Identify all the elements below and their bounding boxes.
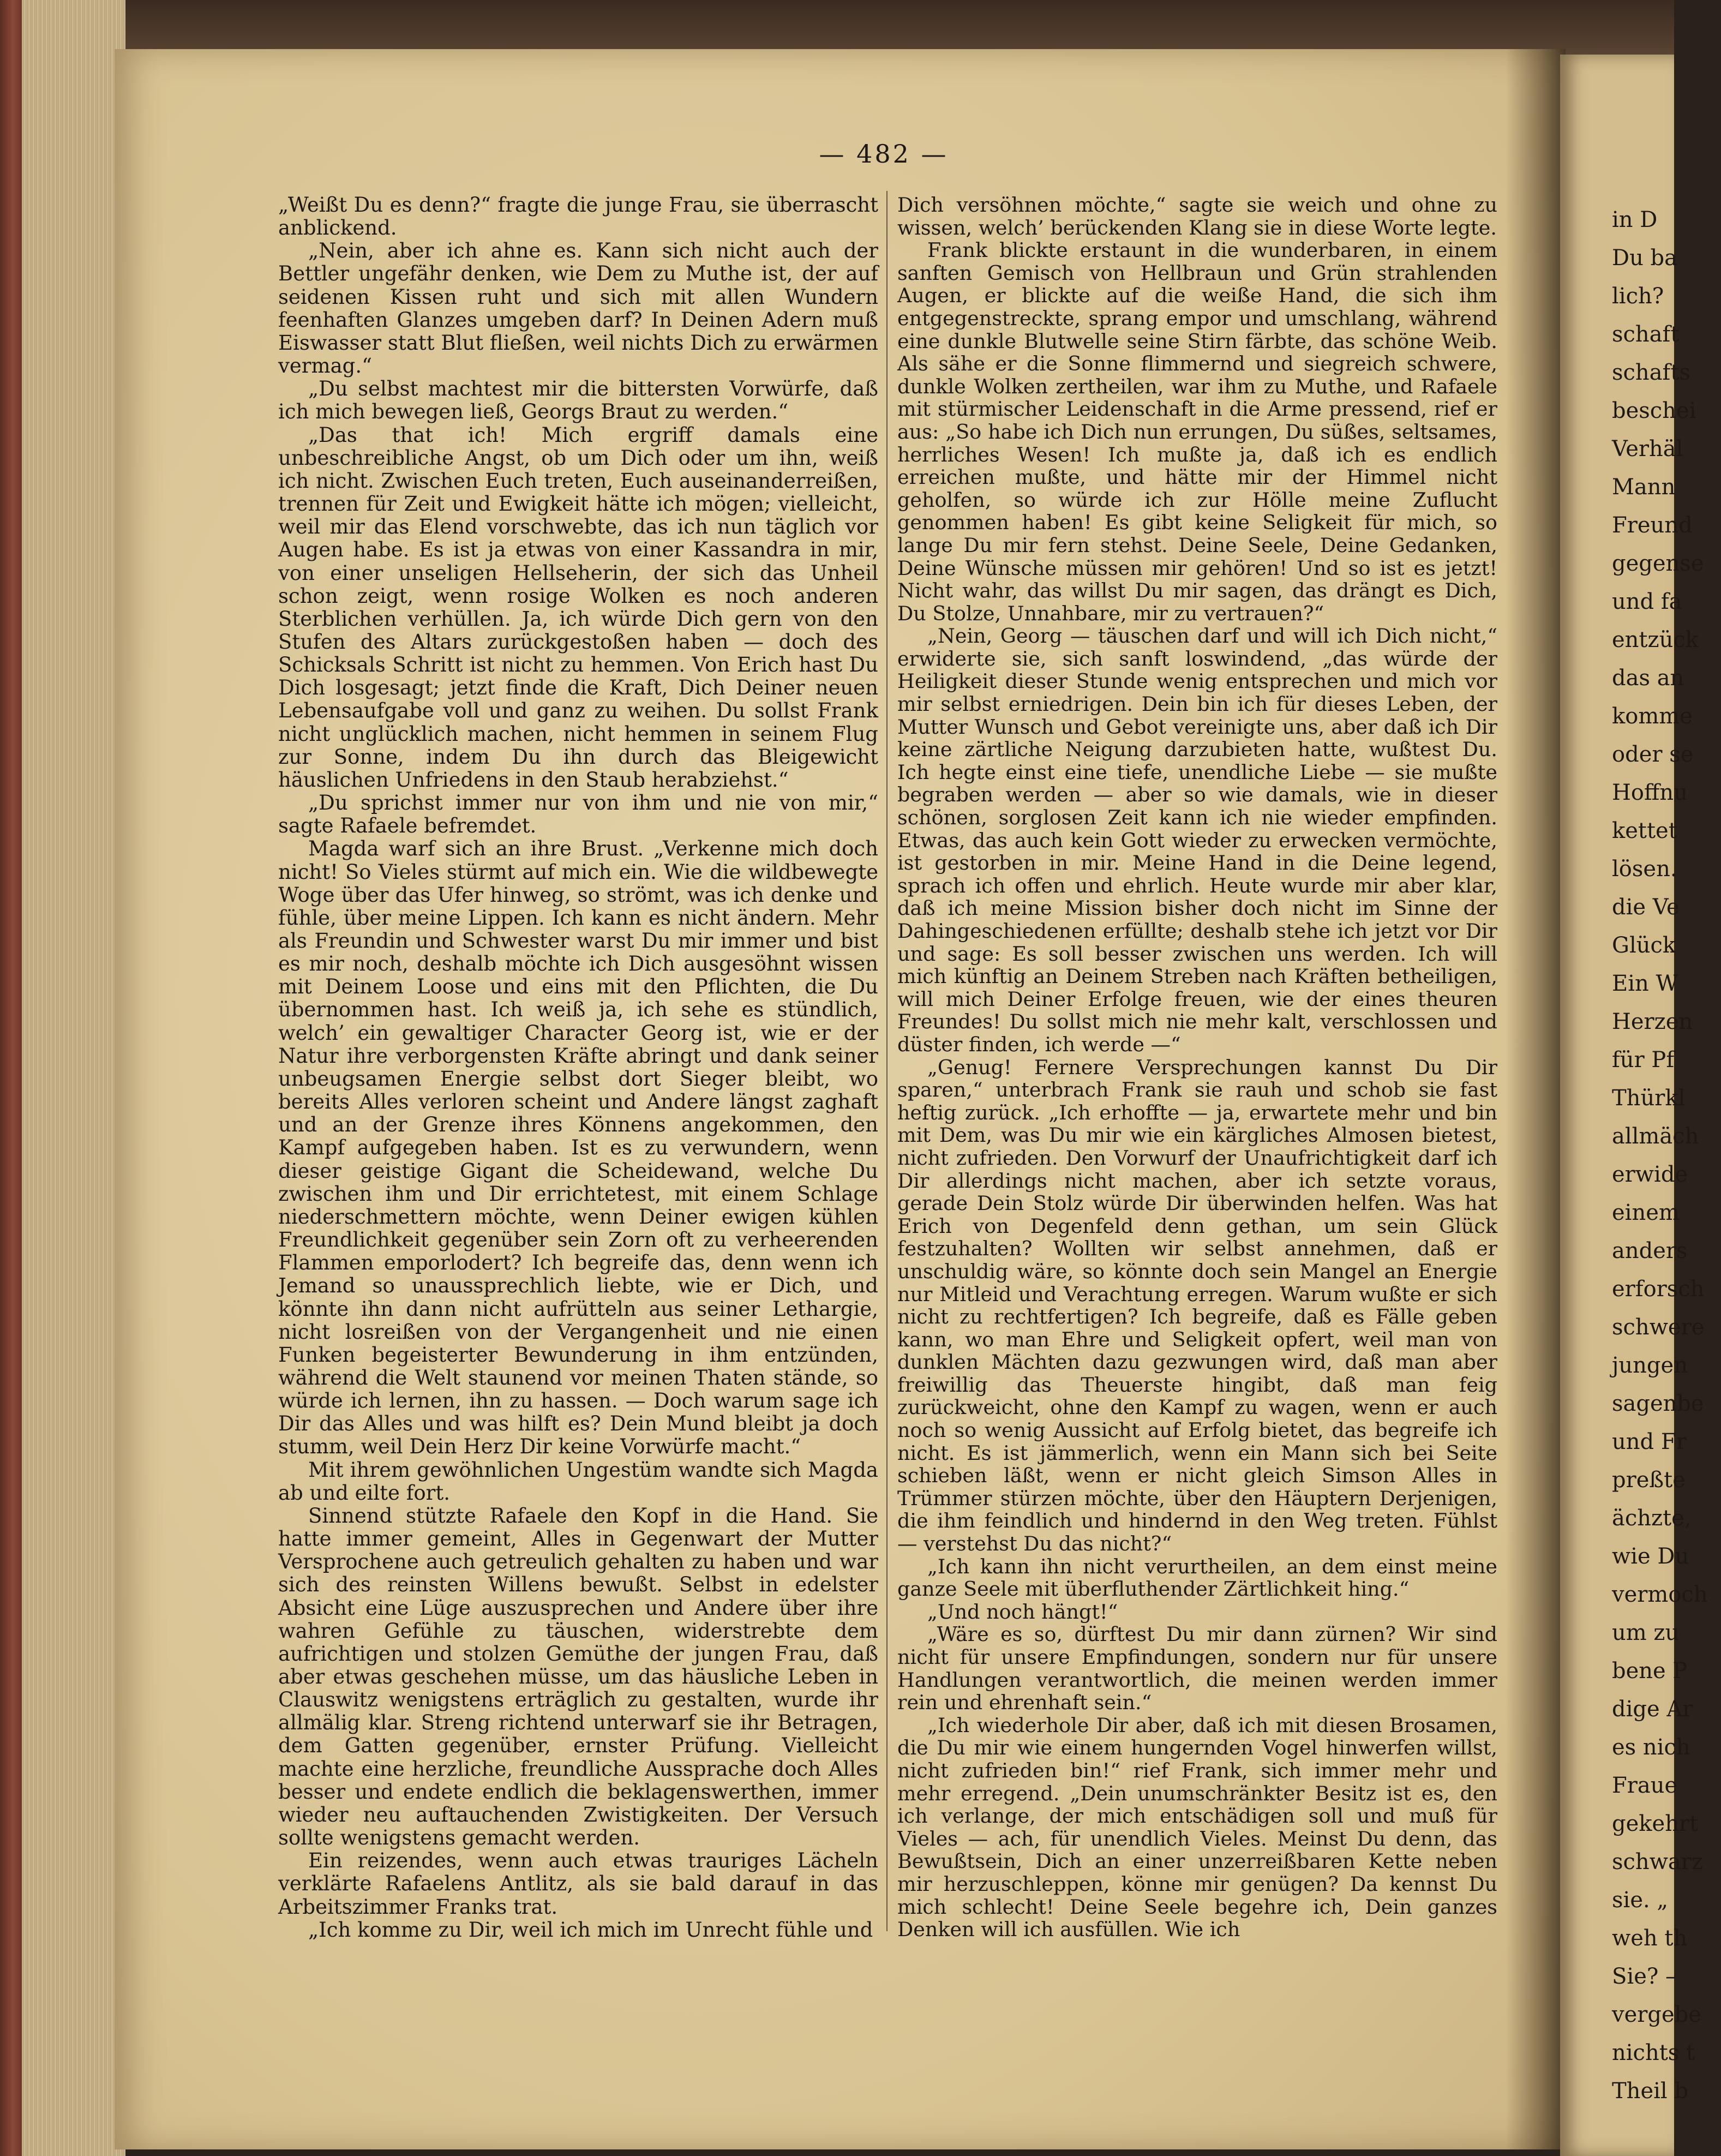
- facing-page-line: einem: [1612, 1200, 1680, 1225]
- facing-page-line: jungen: [1612, 1353, 1688, 1378]
- facing-page-line: Glück: [1612, 933, 1676, 958]
- facing-page-line: kettet: [1612, 818, 1677, 843]
- paragraph: „Wäre es so, dürftest Du mir dann zürnen? Wir sind nicht für unsere Empfindungen, sondern nur für unsere Handlungen verantwortlich, die meinen werden immer rein und ehrenhaft sein.“: [897, 1622, 1497, 1715]
- paragraph: Ein reizendes, wenn auch etwas trauriges Lächeln verklärte Rafaelens Antlitz, als sie bald darauf in das Arbeitszimmer Franks trat.: [278, 1849, 878, 1919]
- paragraph: Magda warf sich an ihre Brust. „Verkenne mich doch nicht! So Vieles stürmt auf mich ein. Wie die wildbewegte Woge über das Ufer hinweg, so strömt, was ich denke und fühle, über meine Lippen. Ich kann es nicht ändern. Mehr als Freundin und Schwester warst Du mir immer und bist es mir noch, deshalb möchte ich Dich ausgesöhnt wissen mit Deinem Loose und eins mit den Pflichten, die Du übernommen hast. Ich weiß ja, ich sehe es stündlich, welch’ ein gewaltiger Character Georg ist, wie er der Natur ihre verborgensten Kräfte abringt und dank seiner unbeugsamen Energie selbst dort Sieger bleibt, wo bereits Alles verloren scheint und Andere längst zaghaft und an der Grenze ihres Könnens angekommen, den Kampf aufgegeben haben. Ist es zu verwundern, wenn dieser geistige Gigant die Scheidewand, welche Du zwischen ihm und Dir errichtetest, mit einem Schlage niederschmettern möchte, wenn Deiner ewigen kühlen Freundlichkeit gegenüber sein Zorn oft zu verheerenden Flammen emporlodert? Ich begreife das, denn wenn ich Jemand so unaussprechlich liebte, wie er Dich, und könnte ihn dann nicht aufrütteln aus seiner Lethargie, nicht losreißen von der Vergangenheit und nie einen Funken begeisterter Bewunderung in ihm entzünden, während die Welt staunend vor meinen Thaten stände, so würde ich lernen, ihn zu hassen. — Doch warum sage ich Dir das Alles und was hilft es? Dein Mund bleibt ja doch stumm, weil Dein Herz Dir keine Vorwürfe macht.“: [278, 837, 878, 1459]
- facing-page-line: erwide: [1612, 1162, 1688, 1187]
- facing-page-line: preßte: [1612, 1468, 1686, 1493]
- facing-page-line: schaft: [1612, 322, 1680, 347]
- facing-page-line: weh th: [1612, 1926, 1688, 1951]
- page-gutter: [1506, 49, 1566, 2149]
- facing-page-line: Thürkl: [1612, 1086, 1686, 1111]
- facing-page-line: beschei: [1612, 398, 1696, 423]
- facing-page-line: anders: [1612, 1238, 1688, 1263]
- facing-page-line: und fa: [1612, 589, 1682, 614]
- facing-page-line: entzück: [1612, 627, 1699, 652]
- paragraph: „Ich kann ihn nicht verurtheilen, an dem einst meine ganze Seele mit überfluthender Zärtlichkeit hing.“: [897, 1554, 1497, 1601]
- facing-page-line: es nich: [1612, 1735, 1690, 1760]
- facing-page-line: komme: [1612, 704, 1693, 729]
- paragraph: „Das that ich! Mich ergriff damals eine unbeschreibliche Angst, ob um Dich oder um ihn, weiß ich nicht. Zwischen Euch treten, Euch auseinanderreißen, trennen für Zeit und Ewigkeit hätte ich mögen; vielleicht, weil mir das Elend vorschwebte, das ich nun täglich vor Augen habe. Es ist ja etwas von einer Kassandra in mir, von einer unseligen Hellseherin, der sich das Unheil schon zeigt, wenn rosige Wolken es noch anderen Sterblichen verhüllen. Ja, ich würde Dich gern von den Stufen des Altars zurückgestoßen haben — doch des Schicksals Schritt ist nicht zu hemmen. Von Erich hast Du Dich losgesagt; jetzt finde die Kraft, Dich Deiner neuen Lebensaufgabe voll und ganz zu weihen. Du sollst Frank nicht unglücklich machen, nicht hemmen in seinem Flug zur Sonne, indem Du ihn durch das Bleigewicht häuslichen Unfriedens in den Staub herabziehst.“: [278, 423, 878, 792]
- facing-page-line: Verhäl: [1612, 436, 1683, 462]
- facing-page-line: ächzte,: [1612, 1506, 1692, 1531]
- paragraph: „Genug! Fernere Versprechungen kannst Du Dir sparen,“ unterbrach Frank sie rauh und schob sie fast heftig zurück. „Ich erhoffte — ja, erwartete mehr und bin mit Dem, was Du mir wie ein kärgliches Almosen bietest, nicht zufrieden. Den Vorwurf der Unaufrichtigkeit darf ich Dir allerdings nicht machen, aber ich setzte voraus, gerade Dein Stolz würde Dir überwinden helfen. Was hat Erich von Degenfeld denn gethan, um sein Glück festzuhalten? Wollten wir selbst annehmen, daß er unschuldig wäre, so könnte doch sein Mangel an Energie nur Mitleid und Verachtung erregen. Warum wußte er sich nicht zu rechtfertigen? Ich begreife, daß es Fälle geben kann, wo man Ehre und Seligkeit opfert, weil man von dunklen Mächten dazu gezwungen wird, daß man aber freiwillig das Theuerste hingibt, daß man feig zurückweicht, ohne den Kampf zu wagen, wenn er auch noch so wenig Aussicht auf Erfolg bietet, das begreife ich nicht. Es ist jämmerlich, wenn ein Mann sich bei Seite schieben läßt, wenn er nicht gleich Simson Alles in Trümmer stürzen möchte, über den Häuptern Derjenigen, die ihm feindlich und hindernd in den Weg treten. Fühlst — verstehst Du das nicht?“: [897, 1055, 1497, 1556]
- facing-page-line: bene P: [1612, 1658, 1688, 1684]
- facing-page-line: erforsch: [1612, 1277, 1705, 1302]
- facing-page-line: dige Ar: [1612, 1697, 1693, 1722]
- facing-page-line: lich?: [1612, 284, 1664, 309]
- facing-page-line: Fraue: [1612, 1773, 1678, 1798]
- page-number: — 482 —: [819, 139, 949, 169]
- facing-page-line: Freund: [1612, 513, 1693, 538]
- paragraph: „Nein, aber ich ahne es. Kann sich nicht auch der Bettler ungefähr denken, wie Dem zu Muthe ist, der auf seidenen Kissen ruht und sich mit allen Wundern feenhaften Glanzes umgeben darf? In Deinen Adern muß Eiswasser statt Blut fließen, weil nichts Dich zu erwärmen vermag.“: [278, 239, 878, 378]
- paragraph: Frank blickte erstaunt in die wunderbaren, in einem sanften Gemisch von Hellbraun und Grün strahlenden Augen, er blickte auf die weiße Hand, die sich ihm entgegenstreckte, sprang empor und umschlang, während eine dunkle Blutwelle seine Stirn färbte, das schöne Weib. Als sähe er die Sonne flimmernd und siegreich schwere, dunkle Wolken zertheilen, war ihm zu Muthe, und Rafaele mit stürmischer Leidenschaft in die Arme pressend, rief er aus: „So habe ich Dich nun errungen, Du süßes, seltsames, herrliches Wesen! Ich mußte ja, daß ich es endlich erreichen mußte, und hätte mir der Himmel nicht geholfen, so würde ich zur Hölle meine Zuflucht genommen haben! Es gibt keine Seligkeit für mich, so lange Du mir fern stehst. Deine Seele, Deine Gedanken, Deine Wünsche müssen mir gehören! Und so ist es jetzt! Nicht wahr, das willst Du mir sagen, das drängt es Dich, Du Stolze, Unnahbare, mir zu vertrauen?“: [897, 238, 1497, 625]
- paragraph: „Ich wiederhole Dir aber, daß ich mit diesen Brosamen, die Du mir wie einem hungernden Vogel hinwerfen willst, nicht zufrieden bin!“ rief Frank, sich immer mehr und mehr erregend. „Dein unumschränkter Besitz ist es, den ich verlange, der mich entschädigen soll und muß für Vieles — ach, für unendlich Vieles. Meinst Du denn, das Bewußtsein, Dich an einer unzerreißbaren Kette neben mir herzuschleppen, könne mir genügen? Da kennst Du mich schlecht! Deine Seele begehre ich, Dein ganzes Denken will ich ausfüllen. Wie ich: [897, 1713, 1497, 1942]
- facing-page-line: in D: [1612, 207, 1658, 232]
- text-column-right: [897, 194, 1497, 1941]
- facing-page-line: Du ba: [1612, 245, 1677, 271]
- facing-page-line: wie Du: [1612, 1544, 1689, 1569]
- facing-page-line: sie. „: [1612, 1888, 1669, 1913]
- facing-page-line: um zu: [1612, 1620, 1680, 1645]
- facing-page-line: sagenbe: [1612, 1391, 1704, 1416]
- facing-page-line: die Ve: [1612, 895, 1680, 920]
- facing-page-line: allmäch: [1612, 1124, 1699, 1149]
- facing-page-line: gegense: [1612, 551, 1704, 576]
- facing-page-line: das an: [1612, 666, 1684, 691]
- facing-page-line: Herzen: [1612, 1009, 1693, 1034]
- facing-page-line: schwarz: [1612, 1849, 1703, 1874]
- facing-page-line: vergebe: [1612, 2002, 1701, 2027]
- facing-page-line: schwere: [1612, 1315, 1705, 1340]
- paragraph: „Weißt Du es denn?“ fragte die junge Frau, sie überrascht anblickend.: [278, 193, 878, 240]
- facing-page-line: Theil b: [1612, 2079, 1689, 2104]
- column-divider: [886, 191, 888, 1931]
- facing-page-line: nichts t: [1612, 2040, 1695, 2065]
- paragraph: Sinnend stützte Rafaele den Kopf in die Hand. Sie hatte immer gemeint, Alles in Gegenwart der Mutter Versprochene auch getreulich gehalten zu haben und war sich des reinsten Willens bewußt. Selbst in edelster Absicht eine Lüge auszusprechen und Andere über ihre wahren Gefühle zu täuschen, widerstrebte dem aufrichtigen und stolzen Gemüthe der jungen Frau, daß aber etwas geschehen müsse, um das häusliche Leben in Clauswitz wenigstens erträglich zu gestalten, wurde ihr allmälig klar. Streng richtend unterwarf sie ihr Betragen, dem Gatten gegenüber, ernster Prüfung. Vielleicht machte eine herzliche, freundliche Aussprache doch Alles besser und endete endlich die beklagenswerthen, immer wieder neu auftauchenden Zwistigkeiten. Der Versuch sollte wenigstens gemacht werden.: [278, 1504, 878, 1850]
- book-cover-spine: [0, 0, 22, 2156]
- paragraph: „Nein, Georg — täuschen darf und will ich Dich nicht,“ erwiderte sie, sich sanft loswindend, „das würde der Heiligkeit dieser Stunde wenig entsprechen und mich vor mir selbst erniedrigen. Dein bin ich für dieses Leben, der Mutter Wunsch und Gebot vereinigte uns, aber daß ich Dir keine zärtliche Neigung darzubieten hatte, wußtest Du. Ich hegte einst eine tiefe, unendliche Liebe — sie mußte begraben werden — aber so wie damals, wie in dieser schönen, sorglosen Zeit kann ich nie wieder empfinden. Etwas, das auch kein Gott wieder zu erwecken vermöchte, ist gestorben in mir. Meine Hand in die Deine legend, sprach ich offen und ehrlich. Heute wurde mir aber klar, daß ich meine Mission bisher doch nicht im Sinne der Dahingeschiedenen erfüllte; deshalb stehe ich jetzt vor Dir und sage: Es soll besser zwischen uns werden. Ich will mich künftig an Deinem Streben nach Kräften betheiligen, will mich Deiner Erfolge freuen, wie der eines theuren Freundes! Du sollst mich nie mehr kalt, verschlossen und düster finden, ich werde —“: [897, 624, 1497, 1056]
- facing-page-line: vermoch: [1612, 1582, 1708, 1607]
- text-column-left: [278, 194, 878, 1942]
- paragraph: „Du selbst machtest mir die bittersten Vorwürfe, daß ich mich bewegen ließ, Georgs Braut zu werden.“: [278, 377, 878, 424]
- paragraph: „Du sprichst immer nur von ihm und nie von mir,“ sagte Rafaele befremdet.: [278, 791, 878, 838]
- facing-page-line: Ein W: [1612, 971, 1678, 996]
- facing-page-line: lösen.: [1612, 857, 1677, 882]
- facing-page-line: Hoffnu: [1612, 780, 1688, 805]
- facing-page-line: Mann: [1612, 475, 1676, 500]
- facing-page-line: oder se: [1612, 742, 1694, 767]
- paragraph: Mit ihrem gewöhnlichen Ungestüm wandte sich Magda ab und eilte fort.: [278, 1458, 878, 1505]
- facing-page-line: schafts: [1612, 360, 1690, 385]
- book-page-edges: [0, 0, 125, 2156]
- paragraph: Dich versöhnen möchte,“ sagte sie weich und ohne zu wissen, welch’ berückenden Klang sie in diese Worte legte.: [897, 193, 1497, 239]
- facing-page-line: gekehrt: [1612, 1811, 1699, 1836]
- facing-page-line: und Fr: [1612, 1429, 1687, 1454]
- paragraph: „Ich komme zu Dir, weil ich mich im Unrecht fühle und: [308, 1918, 873, 1942]
- facing-page-line: Sie? –: [1612, 1964, 1677, 1989]
- paragraph: „Und noch hängt!“: [927, 1600, 1118, 1624]
- facing-page-line: für Pf: [1612, 1047, 1675, 1073]
